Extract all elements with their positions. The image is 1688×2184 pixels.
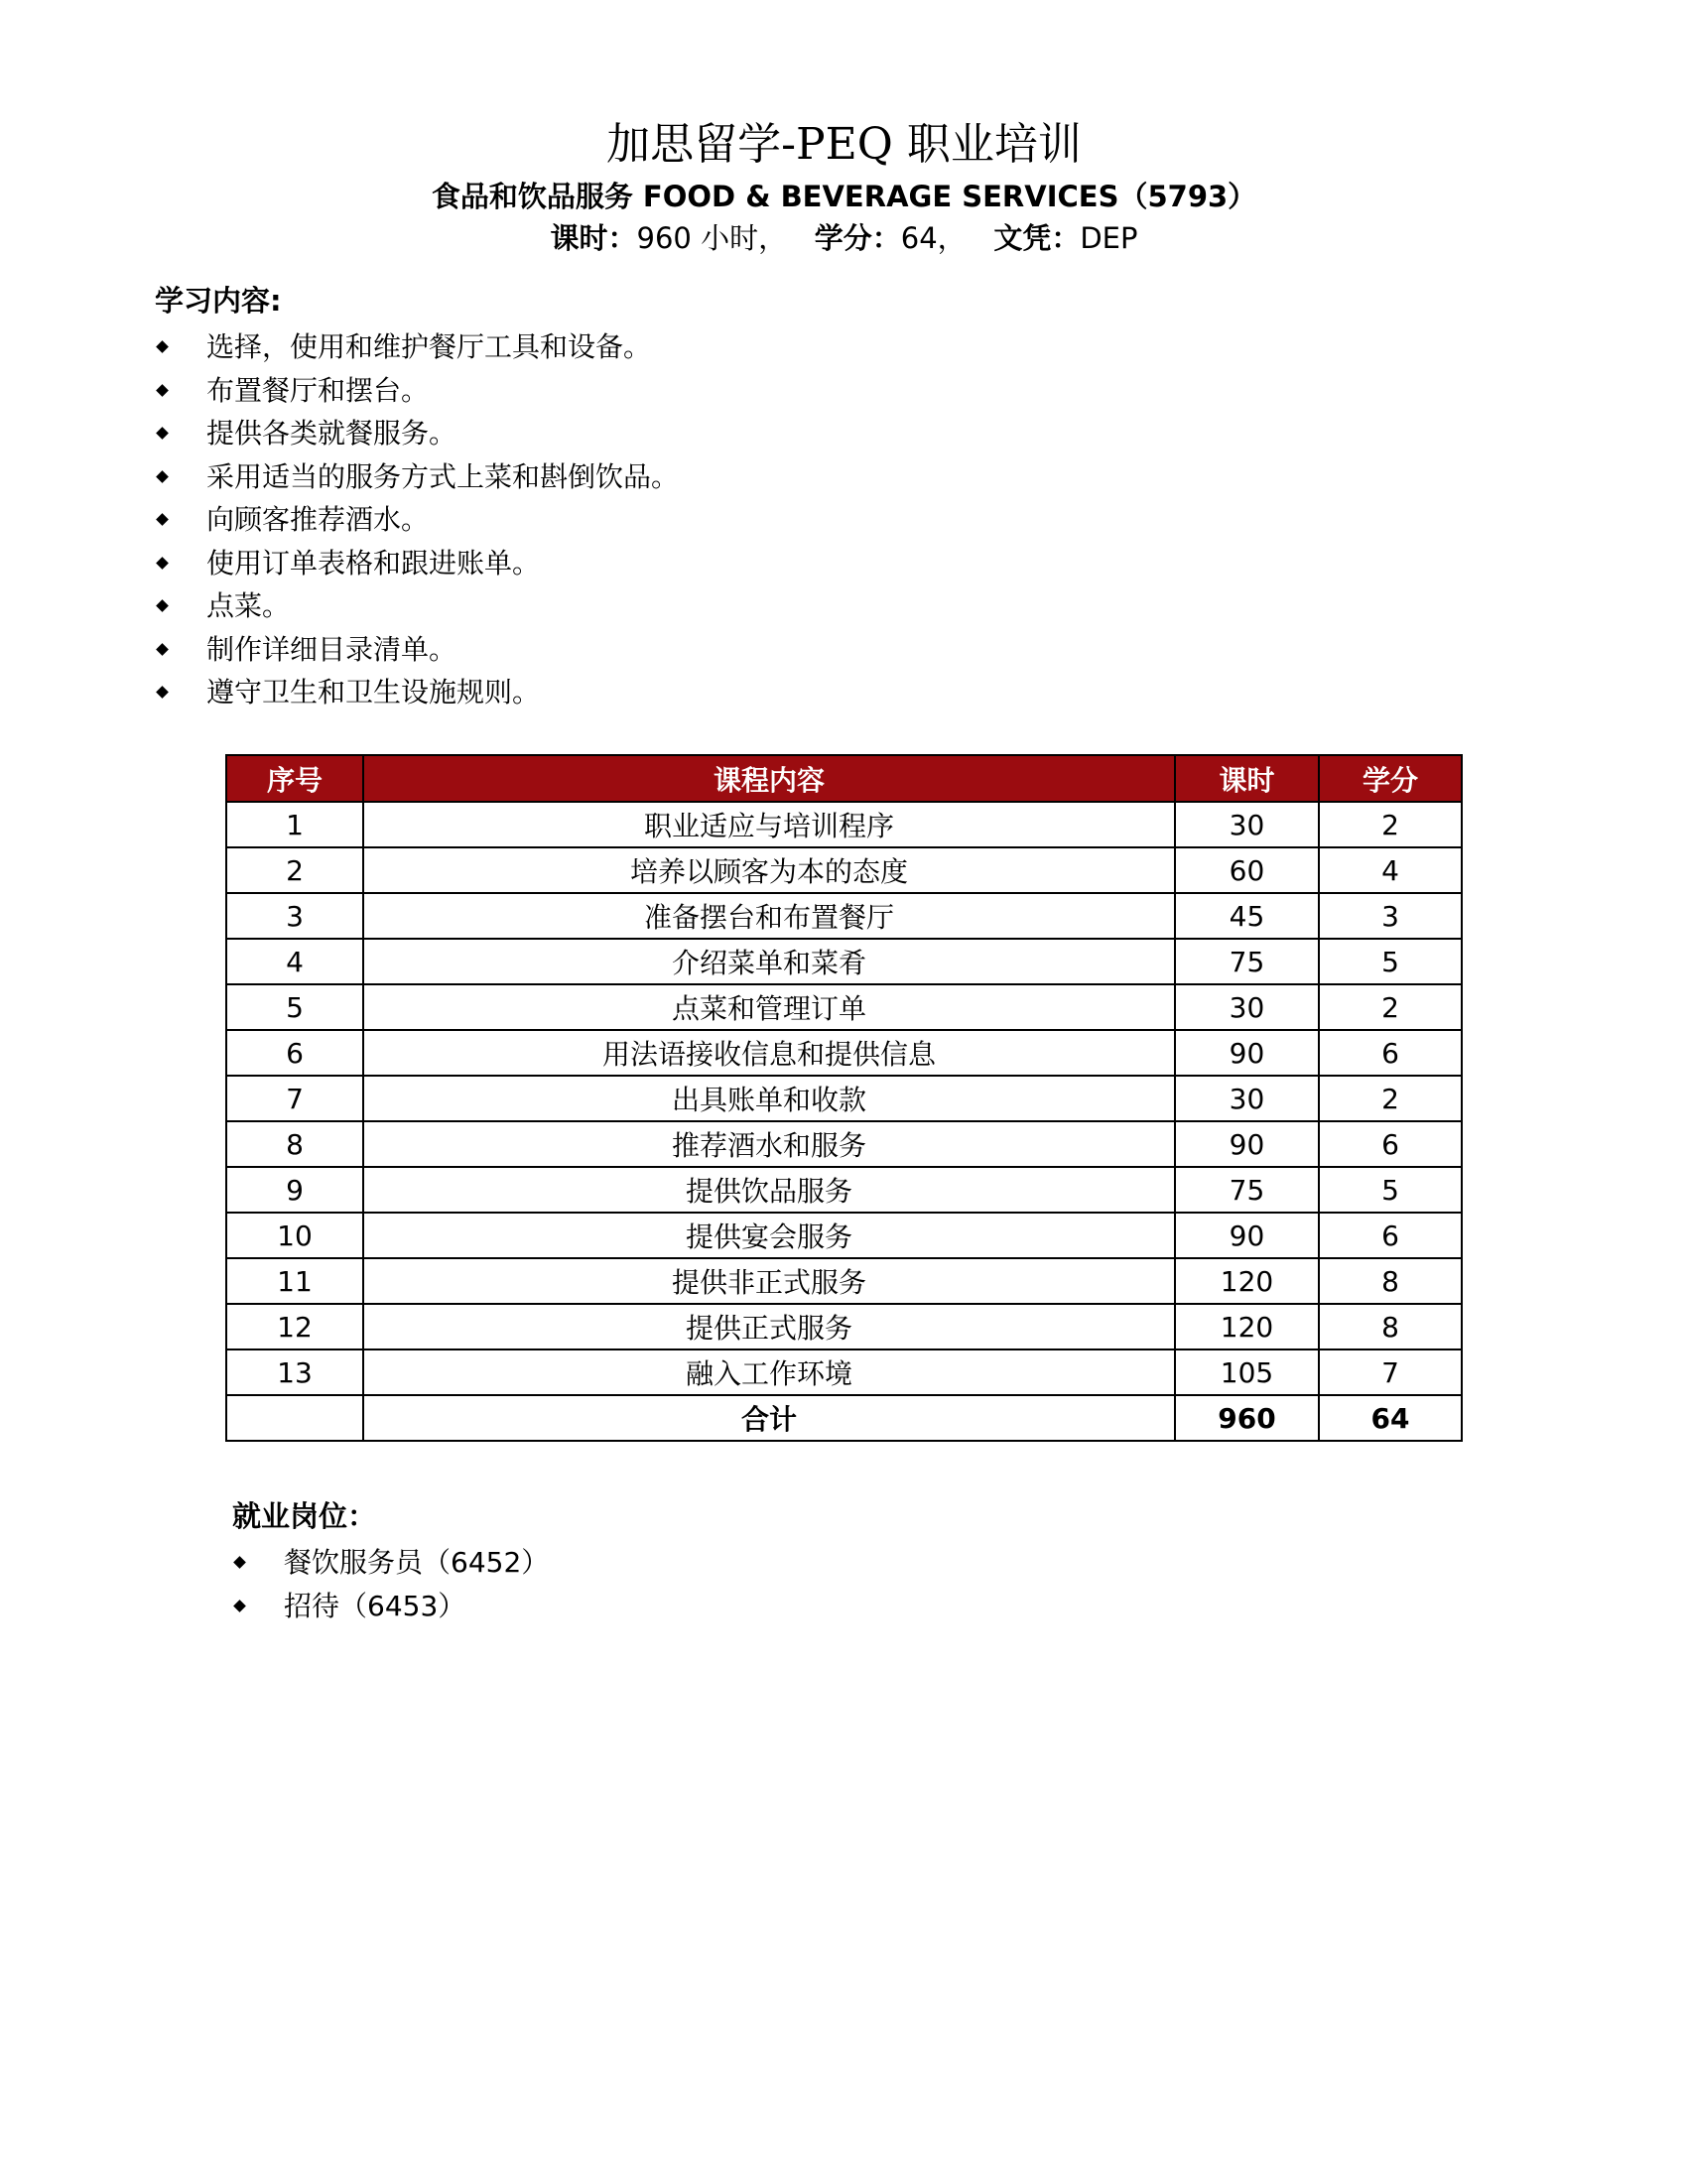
cell-content: 推荐酒水和服务 [363, 1121, 1175, 1167]
cell-no: 1 [226, 802, 363, 847]
cell-credits: 2 [1319, 802, 1462, 847]
cell-no: 9 [226, 1167, 363, 1213]
table-row [226, 1213, 1462, 1258]
table-row [226, 1167, 1462, 1213]
list-item-text: 餐饮服务员（6452） [284, 1546, 550, 1579]
cell-content: 融入工作环境 [363, 1349, 1175, 1395]
cell-content: 用法语接收信息和提供信息 [363, 1030, 1175, 1076]
diploma-value: DEP [1080, 221, 1138, 255]
list-item-text: 采用适当的服务方式上菜和斟倒饮品。 [206, 459, 680, 493]
total-label: 合计 [363, 1395, 1175, 1441]
total-hours: 960 [1175, 1395, 1319, 1441]
cell-hours: 120 [1175, 1258, 1319, 1304]
cell-no: 12 [226, 1304, 363, 1349]
list-item [155, 412, 679, 455]
cell-content: 提供宴会服务 [363, 1213, 1175, 1258]
list-item-text: 布置餐厅和摆台。 [206, 373, 430, 407]
cell-credits: 8 [1319, 1258, 1462, 1304]
program-meta [0, 218, 1688, 258]
diamond-bullet-icon [156, 470, 169, 483]
list-item [155, 542, 679, 585]
cell-hours: 90 [1175, 1121, 1319, 1167]
cell-hours: 30 [1175, 802, 1319, 847]
list-item [155, 671, 679, 714]
table-row [226, 1030, 1462, 1076]
diamond-bullet-icon [156, 643, 169, 656]
table-total-row [226, 1395, 1462, 1441]
page-title: 加思留学-PEQ 职业培训 [606, 119, 1082, 170]
list-item [232, 1541, 549, 1585]
list-item-text: 向顾客推荐酒水。 [206, 503, 430, 536]
diamond-bullet-icon [156, 340, 169, 353]
diamond-bullet-icon [156, 427, 169, 440]
diamond-bullet-icon [156, 513, 169, 526]
column-header-content: 课程内容 [363, 755, 1175, 802]
cell-credits: 2 [1319, 984, 1462, 1030]
hours-label: 课时： [550, 221, 637, 255]
cell-credits: 6 [1319, 1121, 1462, 1167]
table-header-row [226, 755, 1462, 802]
cell-hours: 30 [1175, 984, 1319, 1030]
cell-content: 培养以顾客为本的态度 [363, 847, 1175, 893]
list-item [155, 498, 679, 542]
cell-credits: 7 [1319, 1349, 1462, 1395]
table-row [226, 893, 1462, 939]
table-row [226, 802, 1462, 847]
diamond-bullet-icon [156, 384, 169, 397]
jobs-heading: 就业岗位： [232, 1499, 377, 1533]
diploma-label: 文凭： [993, 221, 1081, 255]
cell-no: 10 [226, 1213, 363, 1258]
list-item-text: 招待（6453） [284, 1589, 466, 1622]
cell-credits: 6 [1319, 1030, 1462, 1076]
list-item [155, 628, 679, 672]
cell-content: 职业适应与培训程序 [363, 802, 1175, 847]
cell-no: 6 [226, 1030, 363, 1076]
cell-credits: 2 [1319, 1076, 1462, 1121]
diamond-bullet-icon [156, 557, 169, 570]
cell-no: 8 [226, 1121, 363, 1167]
cell-credits: 5 [1319, 939, 1462, 984]
table-row [226, 984, 1462, 1030]
table-row [226, 1258, 1462, 1304]
column-header-credits: 学分 [1319, 755, 1462, 802]
list-item [155, 325, 679, 369]
learning-list [155, 325, 679, 714]
jobs-list [232, 1541, 549, 1627]
cell-content: 准备摆台和布置餐厅 [363, 893, 1175, 939]
list-item [155, 455, 679, 499]
table-row [226, 1304, 1462, 1349]
table-row [226, 1076, 1462, 1121]
diamond-bullet-icon [233, 1556, 246, 1569]
cell-credits: 6 [1319, 1213, 1462, 1258]
cell-no: 4 [226, 939, 363, 984]
list-item-text: 提供各类就餐服务。 [206, 417, 457, 450]
learning-heading: 学习内容: [155, 284, 282, 318]
cell-no: 2 [226, 847, 363, 893]
cell-hours: 45 [1175, 893, 1319, 939]
cell-hours: 75 [1175, 939, 1319, 984]
diamond-bullet-icon [156, 686, 169, 699]
table-row [226, 1121, 1462, 1167]
list-item [155, 369, 679, 413]
cell-no: 11 [226, 1258, 363, 1304]
table-row [226, 939, 1462, 984]
total-credits: 64 [1319, 1395, 1462, 1441]
hours-value: 960 小时， [636, 221, 788, 255]
credits-label: 学分： [814, 221, 901, 255]
list-item [232, 1585, 549, 1628]
list-item-text: 遵守卫生和卫生设施规则。 [206, 676, 541, 708]
list-item-text: 使用订单表格和跟进账单。 [206, 546, 541, 579]
list-item-text: 点菜。 [206, 589, 291, 622]
cell-hours: 90 [1175, 1030, 1319, 1076]
list-item-text: 制作详细目录清单。 [206, 632, 457, 666]
cell-credits: 8 [1319, 1304, 1462, 1349]
column-header-no: 序号 [226, 755, 363, 802]
cell-hours: 120 [1175, 1304, 1319, 1349]
table-row [226, 847, 1462, 893]
cell-credits: 3 [1319, 893, 1462, 939]
cell-credits: 5 [1319, 1167, 1462, 1213]
credits-value: 64， [900, 221, 967, 255]
table-row [226, 1349, 1462, 1395]
cell-no: 13 [226, 1349, 363, 1395]
cell-no: 3 [226, 893, 363, 939]
cell-credits: 4 [1319, 847, 1462, 893]
cell-content: 提供饮品服务 [363, 1167, 1175, 1213]
cell-content: 提供非正式服务 [363, 1258, 1175, 1304]
column-header-hours: 课时 [1175, 755, 1319, 802]
cell-content: 出具账单和收款 [363, 1076, 1175, 1121]
list-item-text: 选择，使用和维护餐厅工具和设备。 [206, 330, 652, 363]
cell-content: 介绍菜单和菜肴 [363, 939, 1175, 984]
course-table [225, 754, 1463, 1442]
cell-content: 点菜和管理订单 [363, 984, 1175, 1030]
diamond-bullet-icon [233, 1600, 246, 1612]
program-subtitle: 食品和饮品服务 FOOD & BEVERAGE SERVICES（5793） [431, 180, 1257, 213]
cell-no: 5 [226, 984, 363, 1030]
cell-hours: 30 [1175, 1076, 1319, 1121]
cell-no-empty [226, 1395, 363, 1441]
list-item [155, 584, 679, 628]
cell-content: 提供正式服务 [363, 1304, 1175, 1349]
cell-hours: 75 [1175, 1167, 1319, 1213]
diamond-bullet-icon [156, 599, 169, 612]
cell-no: 7 [226, 1076, 363, 1121]
cell-hours: 60 [1175, 847, 1319, 893]
cell-hours: 90 [1175, 1213, 1319, 1258]
cell-hours: 105 [1175, 1349, 1319, 1395]
